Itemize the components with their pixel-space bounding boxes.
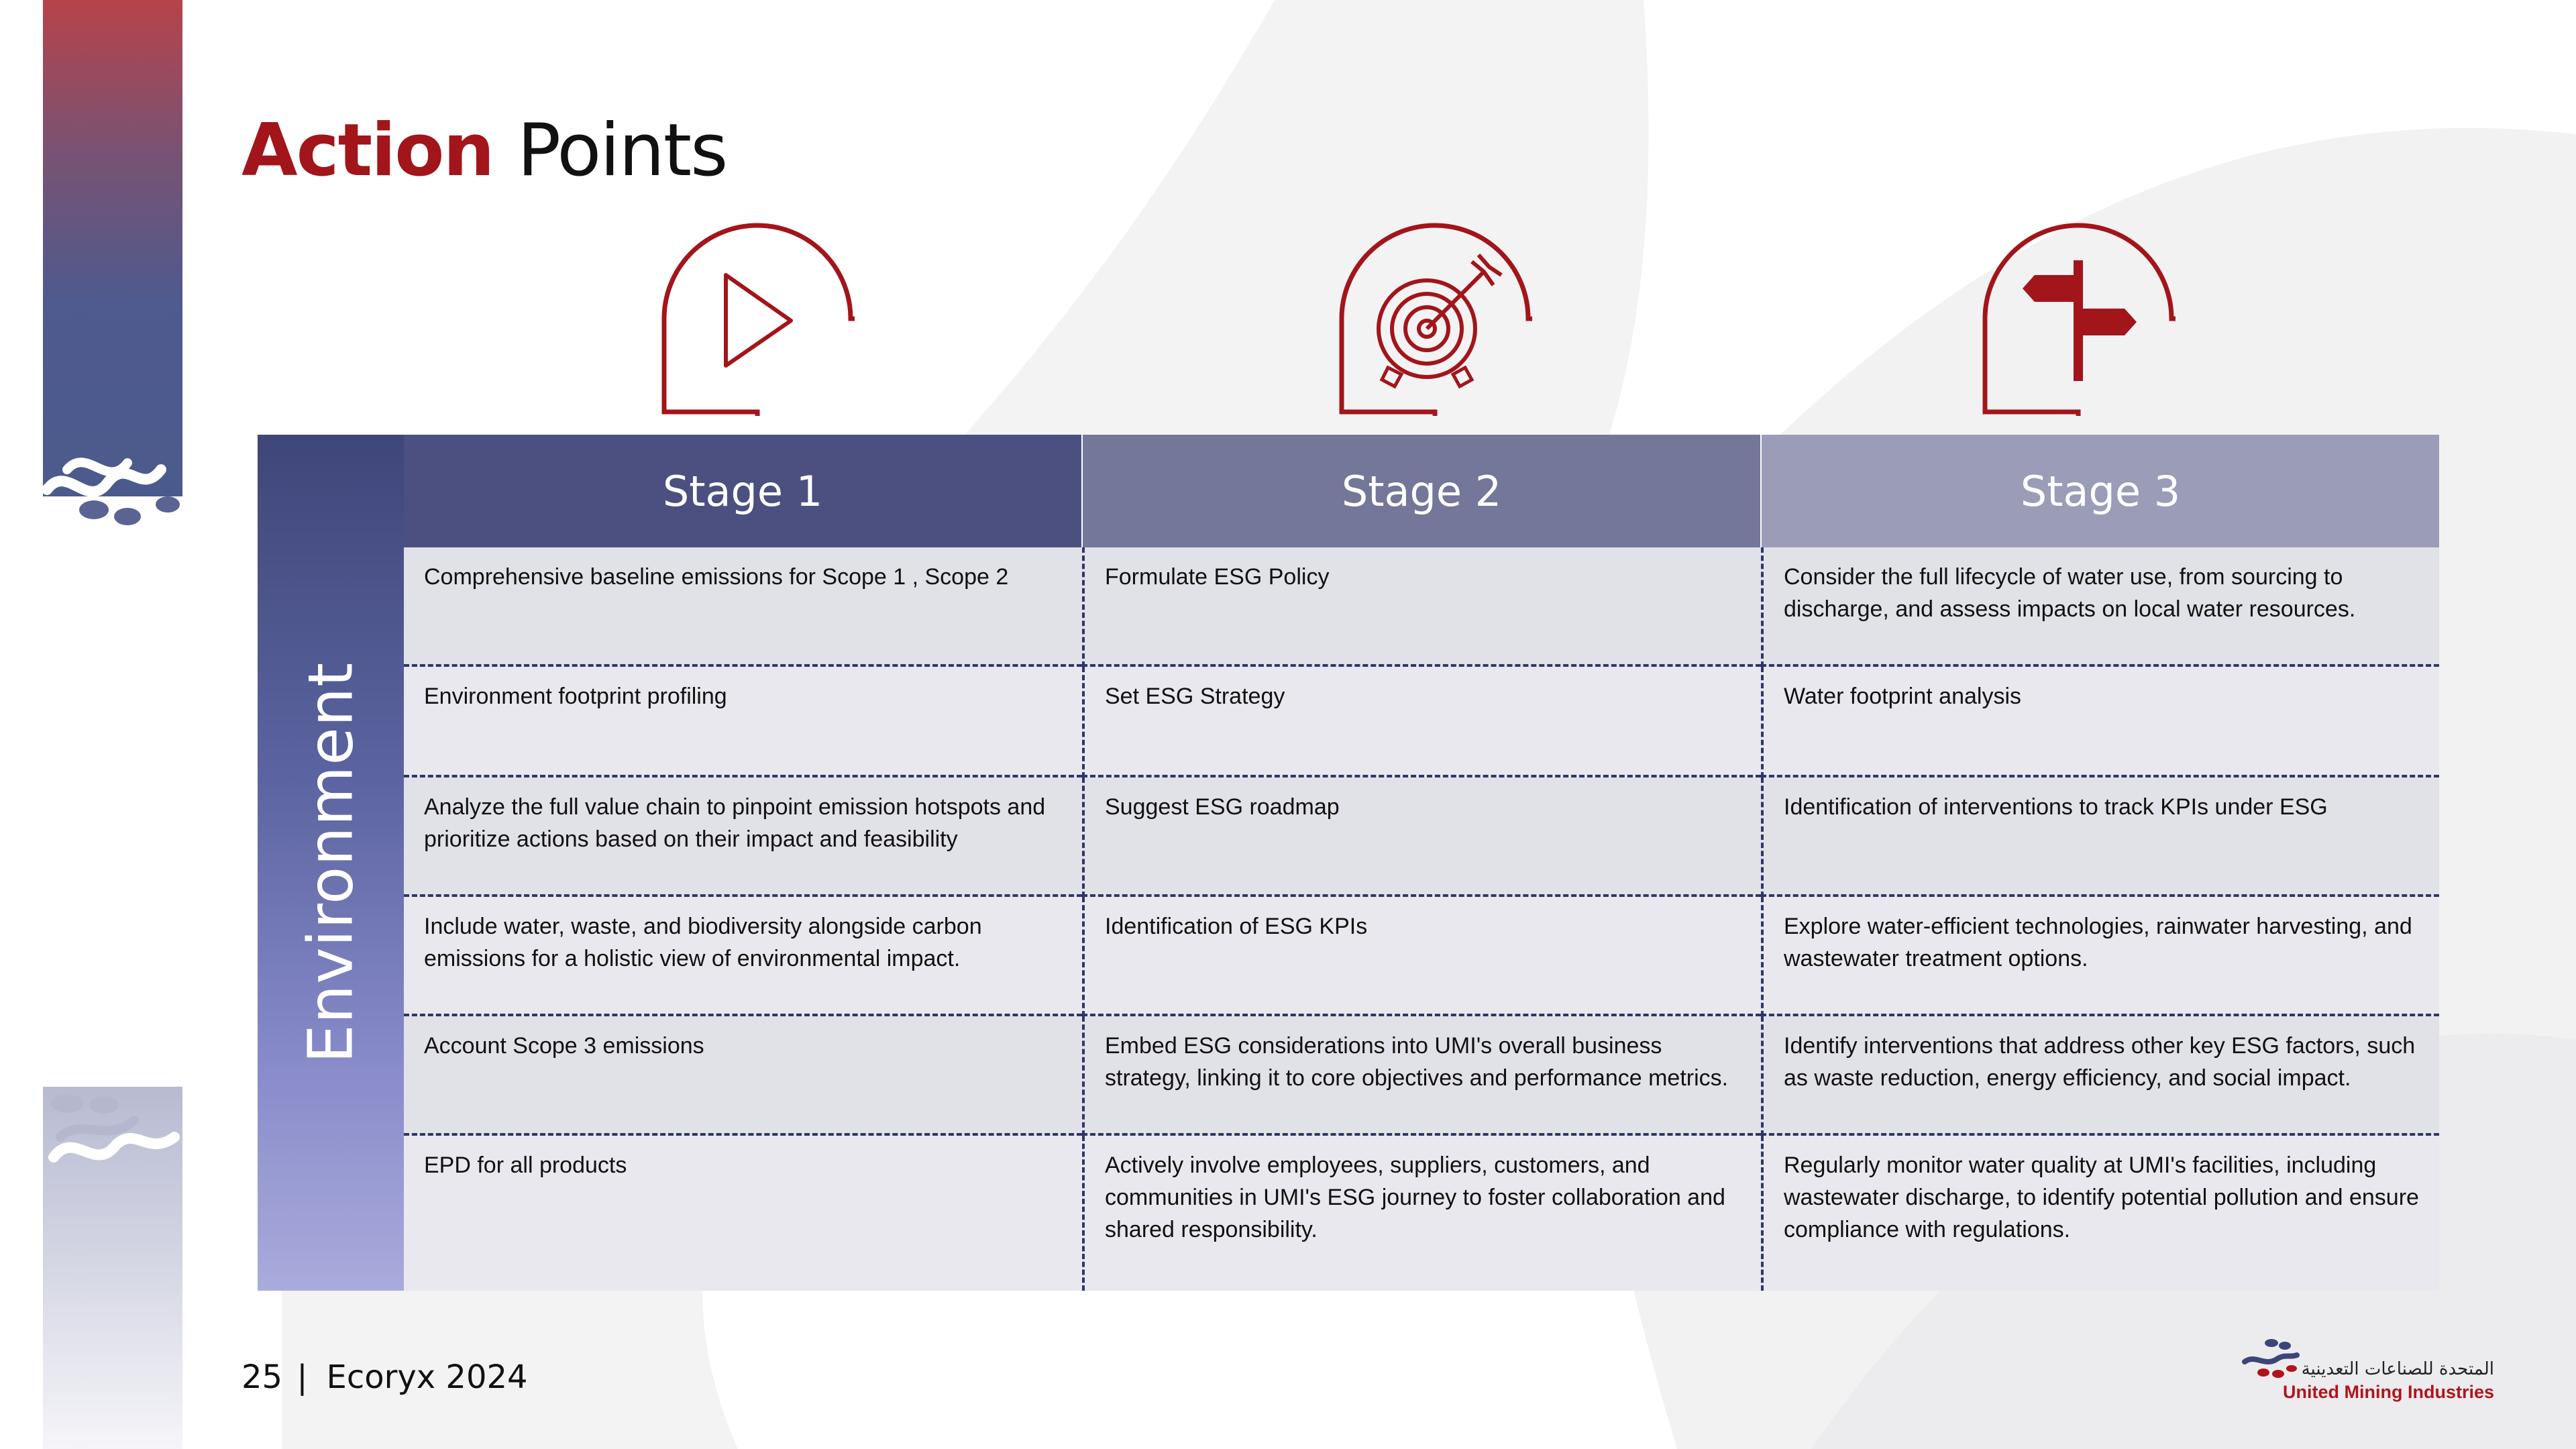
stage-3-header: Stage 3 <box>1762 435 2439 547</box>
table-cell: Identify interventions that address other key ESG factors, such as waste reduction, energy efficiency, and social impact. <box>1761 1016 2439 1136</box>
stage-1-icon <box>660 221 855 416</box>
table-cell: Formulate ESG Policy <box>1082 547 1761 667</box>
title-rest: Points <box>517 109 727 193</box>
table-body <box>404 547 2439 1291</box>
page-number: 25 <box>241 1358 283 1396</box>
table-cell: Suggest ESG roadmap <box>1082 777 1761 897</box>
table-cell: Actively involve employees, suppliers, customers, and communities in UMI's ESG journey to foster collaboration and shared responsibility. <box>1082 1136 1761 1291</box>
table-cell: Analyze the full value chain to pinpoint emission hotspots and prioritize actions based on their impact and feasibility <box>404 777 1082 897</box>
category-label: Environment <box>294 661 367 1064</box>
category-band <box>258 435 404 1291</box>
action-points-table <box>258 435 2439 1291</box>
table-cell: EPD for all products <box>404 1136 1082 1291</box>
table-cell: Identification of ESG KPIs <box>1082 897 1761 1016</box>
footer-separator: | <box>297 1358 308 1396</box>
play-icon <box>660 221 855 416</box>
company-logo <box>2241 1335 2509 1415</box>
table-cell: Embed ESG considerations into UMI's overall business strategy, linking it to core objectives and performance metrics. <box>1082 1016 1761 1136</box>
footer-page-info <box>241 1358 528 1396</box>
table-cell: Regularly monitor water quality at UMI's facilities, including wastewater discharge, to identify potential pollution and ensure compliance with regulations. <box>1761 1136 2439 1291</box>
logo-arabic-name: المتحدة للصناعات التعدينية <box>2301 1359 2494 1379</box>
table-cell: Set ESG Strategy <box>1082 667 1761 777</box>
left-accent-bar-top <box>43 0 182 496</box>
table-cell: Comprehensive baseline emissions for Scope 1 , Scope 2 <box>404 547 1082 667</box>
umi-logo-mark-icon <box>2241 1335 2301 1382</box>
table-cell: Explore water-efficient technologies, rainwater harvesting, and wastewater treatment options. <box>1761 897 2439 1016</box>
stage-3-icon <box>1981 221 2176 416</box>
signpost-icon <box>1981 221 2176 416</box>
stage-2-header: Stage 2 <box>1081 435 1762 547</box>
stage-2-icon <box>1338 221 1532 416</box>
table-cell: Account Scope 3 emissions <box>404 1016 1082 1136</box>
table-cell: Include water, waste, and biodiversity alongside carbon emissions for a holistic view of environmental impact. <box>404 897 1082 1016</box>
table-cell: Consider the full lifecycle of water use, from sourcing to discharge, and assess impacts on local water resources. <box>1761 547 2439 667</box>
table-cell: Water footprint analysis <box>1761 667 2439 777</box>
page-title <box>241 101 727 201</box>
table-cell: Identification of interventions to track KPIs under ESG <box>1761 777 2439 897</box>
title-accent: Action <box>241 109 494 193</box>
footer-text: Ecoryx 2024 <box>326 1358 528 1396</box>
target-icon <box>1338 221 1532 416</box>
brand-wave-mark-light-icon <box>40 1083 188 1191</box>
brand-wave-mark-icon <box>40 423 188 530</box>
stage-1-header: Stage 1 <box>404 435 1081 547</box>
stage-header-row <box>404 435 2439 547</box>
table-cell: Environment footprint profiling <box>404 667 1082 777</box>
logo-english-name: United Mining Industries <box>2283 1382 2494 1402</box>
